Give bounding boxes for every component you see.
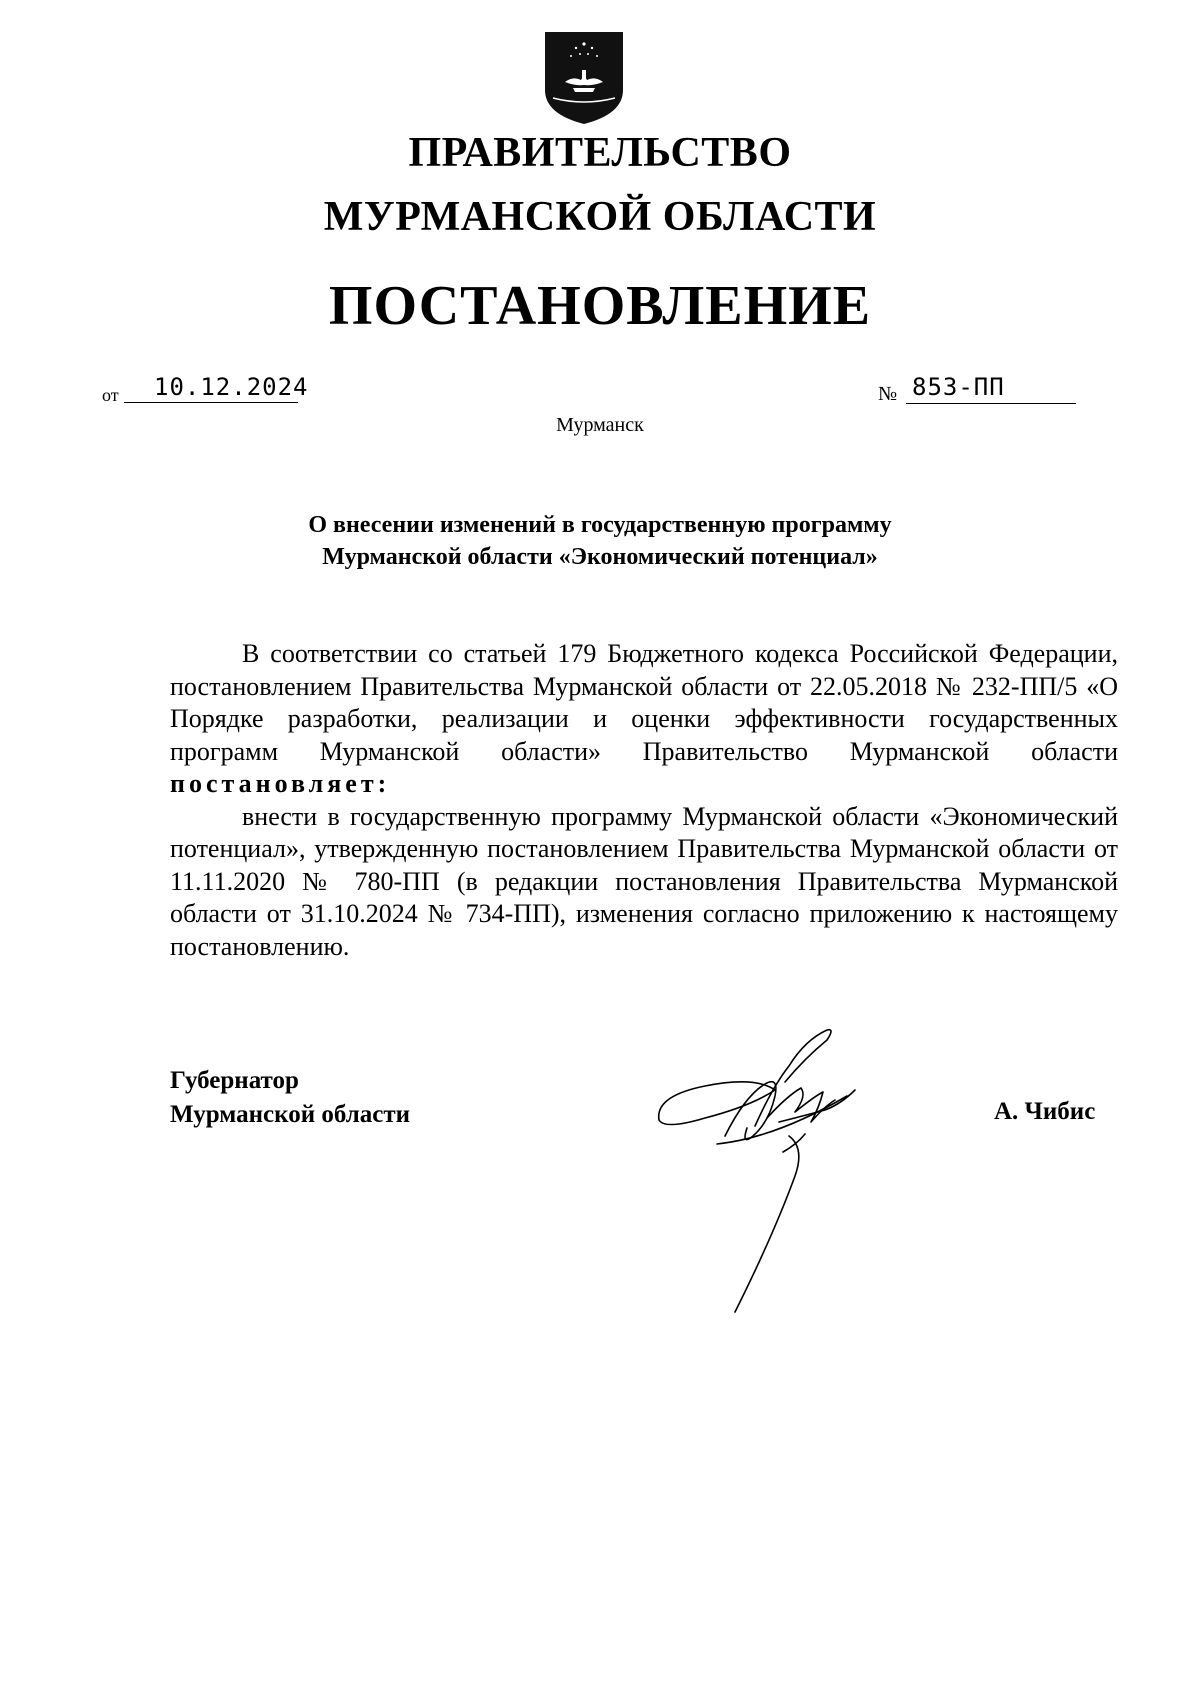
government-title-line1: ПРАВИТЕЛЬСТВО [408,130,792,176]
body-paragraph-1 [170,638,1118,801]
signer-position-line2: Мурманской области [170,1101,411,1128]
signer-name: А. Чибис [994,1098,1096,1125]
subject-line2: Мурманской области «Экономический потенциал» [322,544,878,570]
document-number: 853-ПП [912,373,1005,401]
handwritten-signature-icon [655,1026,905,1316]
document-body [170,638,1118,963]
subject-line1: О внесении изменений в государственную программу [308,512,892,538]
body-paragraph-2: внести в государственную программу Мурманской области «Экономический потенциал», утвержденную постановлением Правительства Мурманской области от 11.11.2020 № 780-ПП (в редакции постановления Правительства Мурманской области от 31.10.2024 № 734-ПП), изменения согласно приложению к настоящему постановлению. [170,801,1118,961]
date-underline [124,402,298,403]
government-title-line2: МУРМАНСКОЙ ОБЛАСТИ [323,194,877,240]
document-date: 10.12.2024 [154,373,309,401]
signer-position-line1: Губернатор [170,1067,299,1094]
number-underline [906,403,1076,404]
signer-position [170,1064,410,1132]
paragraph1-text: В соответствии со статьей 179 Бюджетного кодекса Российской Федерации, постановлением Правительства Мурманской области от 22.05.2018 № 232-ПП/5 «О Порядке разработки, реализации и оценки эффективности государственных программ Мурманской области» Правительство Мурманской области [170,639,1118,766]
number-label: № [878,383,898,405]
decree-keyword: постановляет: [170,769,391,798]
city-name: Мурманск [556,414,644,436]
date-label: от [102,385,119,405]
coat-of-arms-icon [543,30,625,126]
document-type-title: ПОСТАНОВЛЕНИЕ [328,275,872,337]
